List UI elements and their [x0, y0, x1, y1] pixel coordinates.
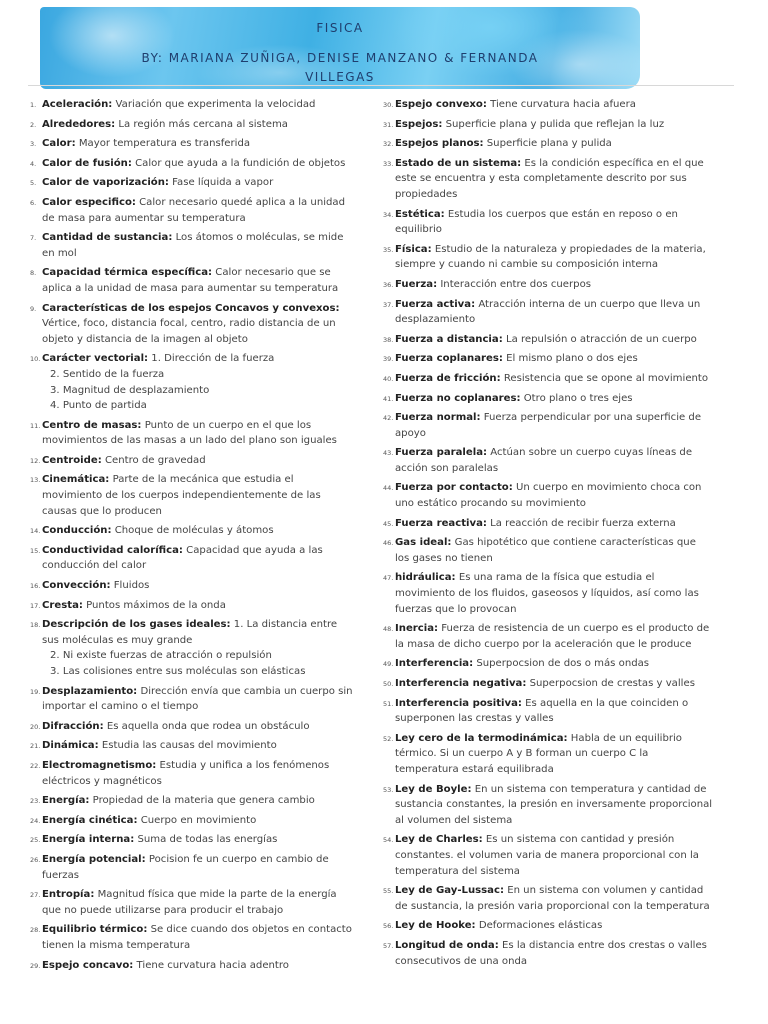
entry-definition: Puntos máximos de la onda	[82, 599, 226, 611]
entry-subitem: 2. Sentido de la fuerza	[50, 368, 165, 380]
entry-number: 57.	[383, 941, 394, 950]
entry-definition: Es una rama de la física que estudia el movimiento de los fluidos, gaseosos y líquidos, así como las fuerzas que lo provocan	[395, 572, 699, 615]
entry-number: 20.	[30, 722, 41, 731]
glossary-entry	[30, 523, 355, 539]
glossary-entry	[383, 117, 713, 133]
entry-definition: Superpocsion de dos o más ondas	[473, 658, 650, 670]
glossary-entry	[30, 758, 355, 789]
entry-term: Cresta:	[42, 599, 83, 611]
glossary-entry	[383, 156, 713, 203]
entry-term: Gas ideal:	[395, 537, 452, 549]
entry-term: Fuerza paralela:	[395, 447, 488, 459]
entry-definition: Capacidad que ayuda a las conducción del calor	[42, 544, 323, 572]
entry-term: Descripción de los gases ideales:	[42, 619, 231, 631]
entry-term: Espejo concavo:	[42, 959, 134, 971]
entry-definition: Gas hipotético que contiene características que los gases no tienen	[395, 537, 696, 564]
glossary-entry	[383, 207, 713, 238]
glossary-entry	[383, 277, 713, 293]
glossary-entry	[383, 332, 713, 348]
entry-number: 25.	[30, 836, 41, 845]
entry-definition: En un sistema con volumen y cantidad de sustancia, la presión varia proporcional con la temperatura	[395, 885, 710, 912]
entry-definition: 1. Dirección de la fuerza	[148, 353, 275, 365]
entry-definition: Los átomos o moléculas, se mide en mol	[42, 232, 344, 259]
entry-definition: Atracción interna de un cuerpo que lleva un desplazamiento	[395, 298, 701, 326]
entry-number: 22.	[30, 761, 41, 770]
entry-number: 34.	[383, 210, 394, 219]
entry-number: 41.	[383, 394, 394, 403]
glossary-entry	[30, 852, 355, 883]
entry-definition: Centro de gravedad	[101, 454, 206, 466]
entry-term: Energía potencial:	[42, 853, 146, 865]
entry-number: 44.	[383, 484, 394, 493]
entry-subitem: 3. Magnitud de desplazamiento	[50, 384, 210, 396]
entry-definition: Fuerza de resistencia de un cuerpo es el producto de la masa de dicho cuerpo por la aceleración que le produce	[395, 623, 710, 650]
entry-number: 18.	[30, 621, 41, 630]
entry-definition: Fase líquida a vapor	[168, 177, 274, 189]
glossary-entry	[383, 136, 713, 152]
entry-definition: Estudia los cuerpos que están en reposo o en equilibrio	[395, 208, 678, 236]
entry-definition: Variación que experimenta la velocidad	[112, 99, 316, 110]
entry-definition: Superpocsion de crestas y valles	[526, 678, 695, 689]
entry-term: Fuerza reactiva:	[395, 517, 487, 529]
entry-definition: La reacción de recibir fuerza externa	[486, 517, 676, 529]
glossary-entry	[383, 883, 713, 914]
entry-number: 43.	[383, 449, 394, 458]
glossary-entry	[383, 410, 713, 441]
entry-definition: Actúan sobre un cuerpo cuyas líneas de acción son paralelas	[395, 447, 693, 474]
entry-term: Fuerza coplanares:	[395, 353, 503, 365]
authors-line-1: BY: MARIANA ZUÑIGA, DENISE MANZANO & FERNANDA	[141, 51, 539, 65]
glossary-entry	[383, 621, 713, 652]
glossary-entry	[30, 543, 355, 574]
entry-term: Longitud de onda:	[395, 939, 499, 951]
glossary-entry	[30, 156, 355, 172]
entry-number: 53.	[383, 785, 394, 794]
glossary-entry	[30, 958, 355, 974]
entry-term: Fuerza normal:	[395, 412, 481, 424]
entry-definition: El mismo plano o dos ejes	[502, 353, 638, 365]
glossary-entry	[383, 516, 713, 532]
glossary-entry	[30, 719, 355, 735]
entry-definition: Fuerza perpendicular por una superficie de apoyo	[395, 412, 702, 439]
entry-term: Ley de Charles:	[395, 834, 483, 846]
entry-term: Estética:	[395, 208, 445, 220]
glossary-entry	[383, 570, 713, 617]
entry-definition: Resistencia que se opone al movimiento	[500, 372, 709, 384]
glossary-entry	[30, 453, 355, 469]
entry-term: Energía interna:	[42, 834, 135, 846]
glossary-entry	[30, 195, 355, 226]
entry-term: Equilibrio térmico:	[42, 924, 148, 936]
glossary-entry	[30, 472, 355, 519]
entry-subitem: 2. Ni existe fuerzas de atracción o repulsión	[50, 650, 272, 662]
glossary-entry	[383, 938, 713, 969]
entry-number: 49.	[383, 660, 394, 669]
entry-number: 51.	[383, 699, 394, 708]
entry-number: 26.	[30, 855, 41, 864]
entry-number: 42.	[383, 414, 394, 423]
entry-definition: Es la condición específica en el que este se encuentra y esta completamente descrito por sus propiedades	[395, 157, 704, 200]
entry-term: Características de los espejos Concavos y convexos:	[42, 302, 340, 314]
entry-definition: La región más cercana al sistema	[115, 118, 288, 130]
entry-term: Fuerza activa:	[395, 298, 476, 310]
entry-term: Fuerza de fricción:	[395, 372, 501, 384]
entry-subitem: 3. Las colisiones entre sus moléculas son elásticas	[50, 666, 306, 677]
entry-definition: Suma de todas las energías	[134, 834, 278, 846]
entry-term: Carácter vectorial:	[42, 353, 149, 365]
entry-definition: Se dice cuando dos objetos en contacto tienen la misma temperatura	[42, 924, 352, 951]
entry-term: Alrededores:	[42, 118, 116, 130]
entry-definition: Es aquella en la que coinciden o superponen las crestas y valles	[395, 697, 689, 725]
entry-definition: 1. La distancia entre sus moléculas es muy grande	[42, 619, 338, 646]
header-divider	[28, 85, 734, 86]
entry-number: 30.	[383, 101, 394, 109]
entry-definition: Deformaciones elásticas	[475, 920, 603, 932]
entry-number: 13.	[30, 476, 41, 485]
entry-definition: Fluidos	[110, 580, 150, 592]
entry-term: Espejos:	[395, 118, 443, 130]
glossary-entry	[30, 301, 355, 348]
entry-number: 27.	[30, 891, 41, 900]
entry-number: 32.	[383, 140, 394, 149]
entry-term: Calor de vaporización:	[42, 177, 169, 189]
entry-definition: Habla de un equilibrio térmico. Si un cuerpo A y B forman un cuerpo C la temperatura estará equilibrada	[395, 732, 682, 775]
glossary-entry	[30, 813, 355, 829]
entry-number: 47.	[383, 574, 394, 583]
glossary-entry	[383, 832, 713, 879]
glossary-entry	[383, 242, 713, 273]
entry-definition: Mayor temperatura es transferida	[75, 138, 251, 150]
entry-term: Energía:	[42, 795, 90, 807]
entry-definition: Es la distancia entre dos crestas o valles consecutivos de una onda	[395, 939, 707, 967]
glossary-entry	[383, 696, 713, 727]
entry-number: 55.	[383, 887, 394, 896]
entry-definition: Otro plano o tres ejes	[520, 392, 633, 404]
entry-term: Ley de Hooke:	[395, 920, 476, 932]
entry-number: 56.	[383, 922, 394, 931]
entry-number: 14.	[30, 527, 41, 536]
entry-definition: Interacción entre dos cuerpos	[437, 278, 592, 290]
glossary-entry	[383, 445, 713, 476]
glossary-entry	[383, 391, 713, 407]
glossary-entry	[30, 175, 355, 191]
entry-term: Centro de masas:	[42, 419, 142, 431]
entry-definition: La repulsión o atracción de un cuerpo	[502, 333, 697, 345]
glossary-entry	[30, 922, 355, 953]
glossary-column-right	[383, 97, 713, 973]
glossary-entry	[30, 578, 355, 594]
entry-number: 52.	[383, 734, 394, 743]
entry-definition: Propiedad de la materia que genera cambio	[89, 795, 315, 807]
glossary-entry	[30, 117, 355, 133]
entry-number: 10.	[30, 355, 41, 364]
glossary-entry	[383, 782, 713, 829]
entry-number: 21.	[30, 742, 41, 751]
glossary-entry	[383, 97, 713, 113]
entry-number: 40.	[383, 374, 394, 383]
glossary-entry	[383, 480, 713, 511]
entry-definition: Magnitud física que mide la parte de la energía que no puede utilizarse para producir el trabajo	[42, 889, 337, 916]
entry-definition: Superficie plana y pulida	[483, 138, 612, 150]
entry-term: Interferencia positiva:	[395, 697, 522, 709]
entry-number: 33.	[383, 159, 394, 168]
glossary-entry	[383, 535, 713, 566]
entry-term: Calor:	[42, 138, 76, 150]
glossary-entry	[383, 918, 713, 934]
entry-definition: Choque de moléculas y átomos	[111, 525, 274, 537]
entry-definition: Estudio de la naturaleza y propiedades de la materia, siempre y cuando ni cambie su composición interna	[395, 243, 706, 271]
entry-term: Dinámica:	[42, 740, 99, 752]
entry-term: Espejos planos:	[395, 138, 484, 150]
entry-number: 37.	[383, 300, 394, 309]
entry-definition: Tiene curvatura hacia adentro	[133, 959, 289, 971]
glossary-entry	[383, 656, 713, 672]
entry-definition: Un cuerpo en movimiento choca con uno estático procando su movimiento	[395, 482, 702, 510]
entry-term: Física:	[395, 243, 432, 255]
entry-term: Conducción:	[42, 525, 112, 537]
entry-number: 29.	[30, 961, 41, 970]
entry-term: Calor de fusión:	[42, 157, 132, 169]
entry-number: 3.	[30, 140, 37, 149]
glossary-entry	[30, 617, 355, 679]
entry-term: Fuerza a distancia:	[395, 333, 503, 345]
entry-number: 19.	[30, 687, 41, 696]
entry-number: 36.	[383, 280, 394, 289]
entry-term: hidráulica:	[395, 572, 456, 584]
entry-term: Centroide:	[42, 454, 102, 466]
entry-term: Espejo convexo:	[395, 99, 487, 110]
glossary-entry	[30, 136, 355, 152]
entry-term: Fuerza por contacto:	[395, 482, 513, 494]
entry-term: Aceleración:	[42, 99, 113, 110]
entry-term: Ley de Gay-Lussac:	[395, 885, 504, 897]
glossary-entry	[30, 418, 355, 449]
entry-definition: Punto de un cuerpo en el que los movimientos de las masas a un lado del plano son iguales	[42, 419, 337, 447]
entry-number: 54.	[383, 836, 394, 845]
entry-term: Conductividad calorífica:	[42, 544, 183, 556]
entry-definition: Estudia las causas del movimiento	[98, 740, 277, 752]
glossary-entry	[383, 351, 713, 367]
entry-number: 6.	[30, 198, 37, 207]
entry-term: Estado de un sistema:	[395, 157, 522, 169]
entry-term: Convección:	[42, 580, 111, 592]
authors-line-2: VILLEGAS	[305, 70, 375, 84]
entry-definition: Pocision fe un cuerpo en cambio de fuerzas	[42, 853, 329, 881]
glossary-entry	[30, 793, 355, 809]
glossary-entry	[30, 230, 355, 261]
entry-definition: Calor que ayuda a la fundición de objetos	[131, 157, 346, 169]
entry-definition: En un sistema con temperatura y cantidad de sustancia constantes, la presión en inversamente proporcional al volumen del sistema	[395, 783, 713, 826]
entry-term: Calor especifico:	[42, 196, 136, 208]
entry-number: 35.	[383, 245, 394, 254]
entry-term: Cinemática:	[42, 474, 110, 486]
entry-definition: Dirección envía que cambia un cuerpo sin importar el camino o el tiempo	[42, 685, 353, 713]
entry-term: Inercia:	[395, 623, 439, 635]
glossary-entry	[30, 684, 355, 715]
entry-term: Interferencia:	[395, 658, 474, 670]
entry-number: 16.	[30, 582, 41, 591]
entry-term: Ley de Boyle:	[395, 783, 472, 795]
entry-number: 17.	[30, 601, 41, 610]
entry-number: 48.	[383, 625, 394, 634]
entry-definition: Parte de la mecánica que estudia el movimiento de los cuerpos independientemente de las causas que lo producen	[42, 474, 321, 517]
entry-number: 2.	[30, 120, 37, 129]
entry-definition: Superficie plana y pulida que reflejan la luz	[442, 118, 665, 130]
entry-definition: Es aquella onda que rodea un obstáculo	[103, 720, 310, 732]
glossary-column-left	[30, 97, 355, 977]
glossary-entry	[30, 887, 355, 918]
entry-number: 39.	[383, 355, 394, 364]
entry-number: 1.	[30, 101, 37, 109]
entry-definition: Es un sistema con cantidad y presión constantes. el volumen varia de manera proporcional con la temperatura del sistema	[395, 834, 699, 877]
entry-term: Fuerza no coplanares:	[395, 392, 521, 404]
entry-number: 11.	[30, 421, 41, 430]
entry-definition: Calor necesario quedé aplica a la unidad de masa para aumentar su temperatura	[42, 196, 346, 224]
entry-term: Cantidad de sustancia:	[42, 232, 173, 244]
entry-number: 7.	[30, 234, 37, 243]
entry-term: Capacidad térmica específica:	[42, 267, 213, 279]
glossary-entry	[383, 371, 713, 387]
glossary-entry	[30, 97, 355, 113]
entry-term: Energía cinética:	[42, 814, 138, 826]
entry-number: 15.	[30, 546, 41, 555]
glossary-entry	[383, 731, 713, 778]
entry-definition: Cuerpo en movimiento	[137, 814, 257, 826]
entry-number: 31.	[383, 120, 394, 129]
entry-definition: Tiene curvatura hacia afuera	[486, 99, 636, 110]
entry-number: 9.	[30, 304, 37, 313]
entry-number: 24.	[30, 816, 41, 825]
glossary-entry	[30, 598, 355, 614]
entry-term: Ley cero de la termodinámica:	[395, 732, 568, 744]
entry-number: 38.	[383, 335, 394, 344]
page-title: FISICA	[316, 21, 364, 35]
entry-number: 50.	[383, 680, 394, 688]
entry-definition: Vértice, foco, distancia focal, centro, radio distancia de un objeto y distancia de la imagen al objeto	[42, 318, 336, 345]
entry-number: 28.	[30, 926, 41, 935]
entry-definition: Calor necesario que se aplica a la unidad de masa para aumentar su temperatura	[42, 267, 339, 294]
entry-subitem: 4. Punto de partida	[50, 400, 147, 412]
entry-number: 45.	[383, 519, 394, 528]
glossary-entry	[30, 265, 355, 296]
entry-term: Electromagnetismo:	[42, 759, 157, 771]
entry-number: 4.	[30, 159, 37, 168]
entry-term: Fuerza:	[395, 278, 438, 290]
glossary-entry	[383, 676, 713, 692]
entry-term: Interferencia negativa:	[395, 678, 527, 689]
glossary-entry	[383, 297, 713, 328]
entry-number: 23.	[30, 797, 41, 806]
glossary-entry	[30, 832, 355, 848]
glossary-entry	[30, 351, 355, 413]
entry-definition: Estudia y unifica a los fenómenos eléctricos y magnéticos	[42, 759, 330, 787]
entry-term: Desplazamiento:	[42, 685, 138, 697]
entry-number: 8.	[30, 269, 37, 278]
entry-number: 46.	[383, 539, 394, 548]
entry-number: 5.	[30, 179, 37, 188]
entry-number: 12.	[30, 456, 41, 465]
entry-term: Entropía:	[42, 889, 95, 901]
entry-term: Difracción:	[42, 720, 104, 732]
header-banner	[40, 7, 640, 89]
glossary-entry	[30, 738, 355, 754]
